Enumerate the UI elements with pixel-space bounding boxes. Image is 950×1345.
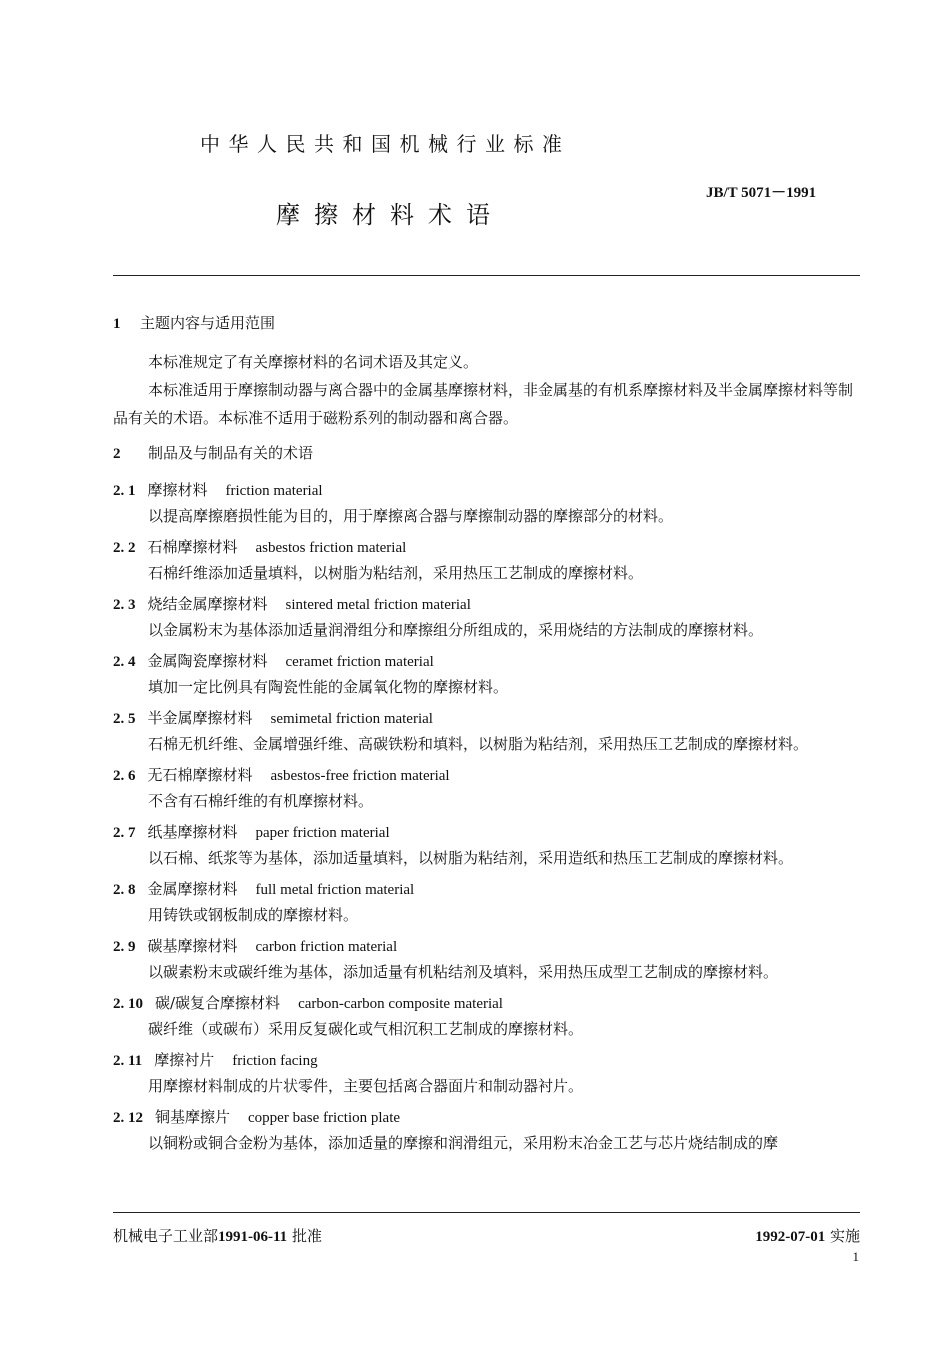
term-heading [113, 878, 860, 901]
paragraph: 本标准规定了有关摩擦材料的名词术语及其定义。 [148, 353, 479, 371]
term-definition: 用摩擦材料制成的片状零件，主要包括离合器面片和制动器衬片。 [148, 1077, 584, 1095]
section-1-heading [113, 312, 860, 335]
footer-divider [113, 1212, 860, 1213]
term-number: 2. 6 [113, 768, 136, 784]
implementation-action: 实施 [825, 1227, 860, 1245]
term-heading [113, 935, 860, 958]
term-definition: 石棉纤维添加适量填料，以树脂为粘结剂，采用热压工艺制成的摩擦材料。 [148, 564, 644, 582]
term-heading [113, 821, 860, 844]
term-chinese: 烧结金属摩擦材料 [147, 595, 268, 613]
term-english: friction facing [232, 1053, 318, 1069]
term-english: asbestos-free friction material [270, 768, 450, 784]
standard-name: 中华人民共和国机械行业标准 [200, 132, 571, 156]
document-body [113, 312, 860, 1157]
term-heading [113, 1049, 860, 1072]
term-english: semimetal friction material [270, 711, 433, 727]
term-heading [113, 479, 860, 502]
term-number: 2. 12 [113, 1110, 143, 1126]
term-definition: 石棉无机纤维、金属增强纤维、高碳铁粉和填料，以树脂为粘结剂，采用热压工艺制成的摩擦材料。 [148, 735, 809, 753]
term-english: paper friction material [255, 825, 390, 841]
term-number: 2. 1 [113, 483, 136, 499]
term-definition: 以石棉、纸浆等为基体，添加适量填料，以树脂为粘结剂，采用造纸和热压工艺制成的摩擦材料。 [148, 849, 794, 867]
term-english: asbestos friction material [255, 540, 407, 556]
term-heading [113, 593, 860, 616]
term-definition: 以铜粉或铜合金粉为基体，添加适量的摩擦和润滑组元，采用粉末冶金工艺与芯片烧结制成的摩 [148, 1134, 779, 1152]
term-definition: 以提高摩擦磨损性能为目的，用于摩擦离合器与摩擦制动器的摩擦部分的材料。 [148, 507, 674, 525]
term-chinese: 铜基摩擦片 [155, 1108, 231, 1126]
document-title: 摩擦材料术语 [276, 201, 504, 229]
term-number: 2. 8 [113, 882, 136, 898]
section-2-heading [113, 442, 860, 465]
term-number: 2. 4 [113, 654, 136, 670]
term-chinese: 碳基摩擦材料 [147, 937, 238, 955]
term-heading [113, 650, 860, 673]
term-chinese: 摩擦衬片 [154, 1051, 215, 1069]
term-chinese: 摩擦材料 [147, 481, 208, 499]
term-english: full metal friction material [255, 882, 415, 898]
term-number: 2. 11 [113, 1053, 143, 1069]
standard-code: JB/T 5071－1991 [706, 185, 817, 201]
approval-date: 1991-06-11 [218, 1229, 288, 1245]
term-number: 2. 3 [113, 597, 136, 613]
term-heading [113, 992, 860, 1015]
approval-line [113, 1225, 322, 1246]
term-chinese: 金属摩擦材料 [147, 880, 238, 898]
paragraph: 本标准适用于摩擦制动器与离合器中的金属基摩擦材料，非金属基的有机系摩擦材料及半金属摩擦材料等制品有关的术语。本标准不适用于磁粉系列的制动器和离合器。 [113, 381, 854, 427]
term-definition: 以金属粉末为基体添加适量润滑组分和摩擦组分所组成的，采用烧结的方法制成的摩擦材料。 [148, 621, 764, 639]
approval-action: 批准 [287, 1227, 322, 1245]
header-divider [113, 275, 860, 276]
term-chinese: 碳/碳复合摩擦材料 [155, 994, 281, 1012]
implementation-date: 1992-07-01 [755, 1229, 826, 1245]
term-heading [113, 536, 860, 559]
section-number: 1 [113, 316, 121, 332]
page-number: 1 [852, 1249, 859, 1264]
section-title: 主题内容与适用范围 [140, 314, 276, 332]
term-definition: 不含有石棉纤维的有机摩擦材料。 [148, 792, 374, 810]
term-chinese: 无石棉摩擦材料 [147, 766, 253, 784]
term-heading [113, 707, 860, 730]
section-number: 2 [113, 446, 121, 462]
term-english: copper base friction plate [248, 1110, 401, 1126]
term-chinese: 纸基摩擦材料 [147, 823, 238, 841]
term-number: 2. 10 [113, 996, 143, 1012]
term-list [113, 479, 860, 1157]
term-heading [113, 764, 860, 787]
term-chinese: 半金属摩擦材料 [147, 709, 253, 727]
term-heading [113, 1106, 860, 1129]
term-english: carbon friction material [255, 939, 398, 955]
section-1-body [113, 348, 860, 432]
term-number: 2. 9 [113, 939, 136, 955]
term-definition: 碳纤维（或碳布）采用反复碳化或气相沉积工艺制成的摩擦材料。 [148, 1020, 584, 1038]
term-definition: 填加一定比例具有陶瓷性能的金属氧化物的摩擦材料。 [148, 678, 509, 696]
section-title: 制品及与制品有关的术语 [148, 444, 314, 462]
term-chinese: 金属陶瓷摩擦材料 [147, 652, 268, 670]
term-number: 2. 2 [113, 540, 136, 556]
term-definition: 以碳素粉末或碳纤维为基体，添加适量有机粘结剂及填料，采用热压成型工艺制成的摩擦材料。 [148, 963, 779, 981]
term-english: friction material [225, 483, 323, 499]
term-english: ceramet friction material [285, 654, 434, 670]
term-english: sintered metal friction material [285, 597, 471, 613]
implementation-line [755, 1225, 860, 1246]
term-number: 2. 5 [113, 711, 136, 727]
term-definition: 用铸铁或钢板制成的摩擦材料。 [148, 906, 359, 924]
approval-org: 机械电子工业部 [113, 1227, 219, 1245]
term-number: 2. 7 [113, 825, 136, 841]
term-chinese: 石棉摩擦材料 [147, 538, 238, 556]
term-english: carbon-carbon composite material [298, 996, 503, 1012]
